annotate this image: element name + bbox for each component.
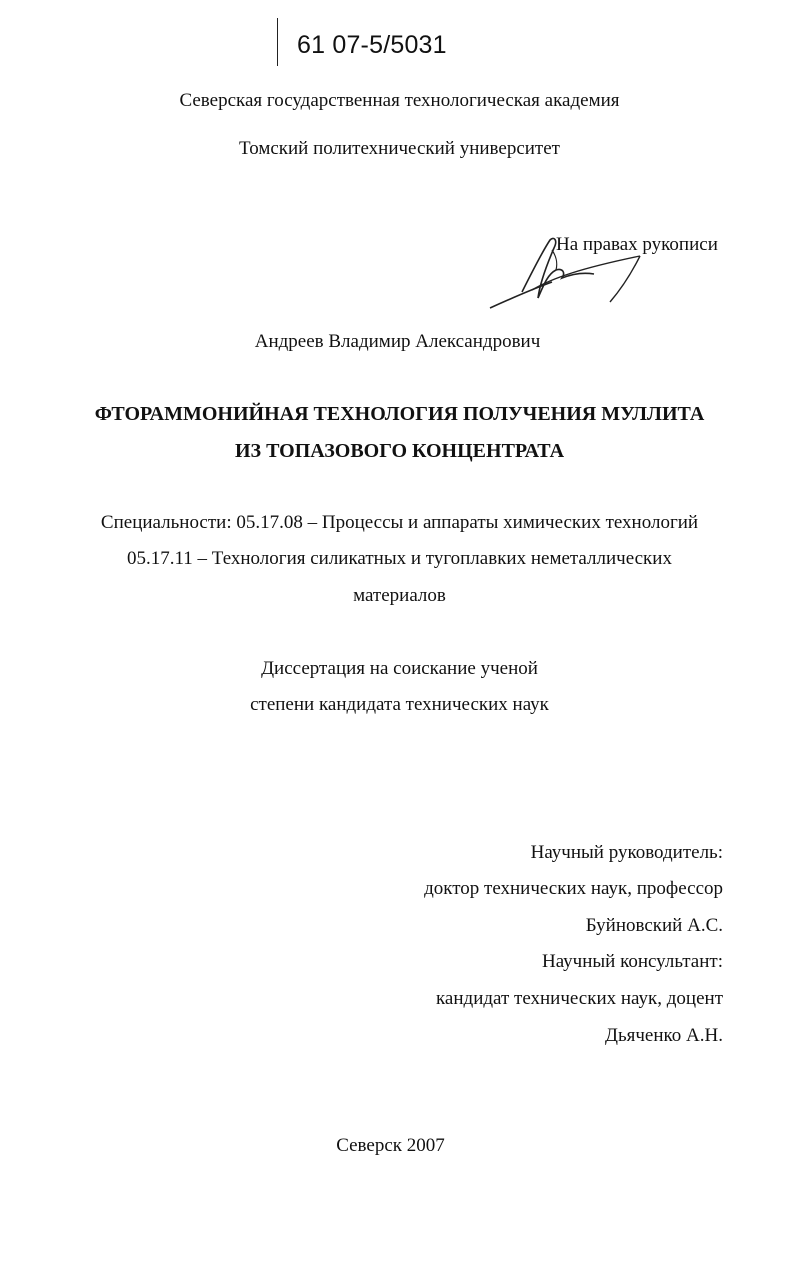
advisor-name: Буйновский А.С.	[585, 915, 723, 936]
thesis-title-line-2: ИЗ ТОПАЗОВОГО КОНЦЕНТРАТА	[234, 440, 565, 462]
institution-university: Томский политехнический университет	[239, 138, 560, 159]
institution-academy: Северская государственная технологическая академия	[179, 90, 620, 111]
author-signature	[482, 232, 652, 314]
advisor-degree: доктор технических наук, профессор	[424, 878, 723, 899]
archive-code: 61 07-5/5031	[297, 31, 447, 59]
place-year: Северск 2007	[336, 1135, 445, 1156]
specialty-line-2: 05.17.11 – Технология силикатных и тугоплавких неметаллических	[127, 548, 672, 569]
consultant-degree: кандидат технических наук, доцент	[435, 988, 723, 1009]
advisor-label: Научный руководитель:	[530, 842, 723, 863]
consultant-name: Дьяченко А.Н.	[605, 1025, 723, 1046]
specialty-line-3: материалов	[353, 585, 446, 606]
margin-marker	[277, 18, 278, 66]
degree-line-2: степени кандидата технических наук	[250, 694, 549, 715]
consultant-label: Научный консультант:	[541, 951, 723, 972]
degree-line-1: Диссертация на соискание ученой	[261, 658, 538, 679]
thesis-title-line-1: ФТОРАММОНИЙНАЯ ТЕХНОЛОГИЯ ПОЛУЧЕНИЯ МУЛЛИТА	[94, 403, 705, 425]
specialty-line-1: Специальности: 05.17.08 – Процессы и аппараты химических технологий	[100, 512, 699, 533]
author-name: Андреев Владимир Александрович	[254, 331, 541, 352]
manuscript-note: На правах рукописи	[556, 234, 718, 255]
